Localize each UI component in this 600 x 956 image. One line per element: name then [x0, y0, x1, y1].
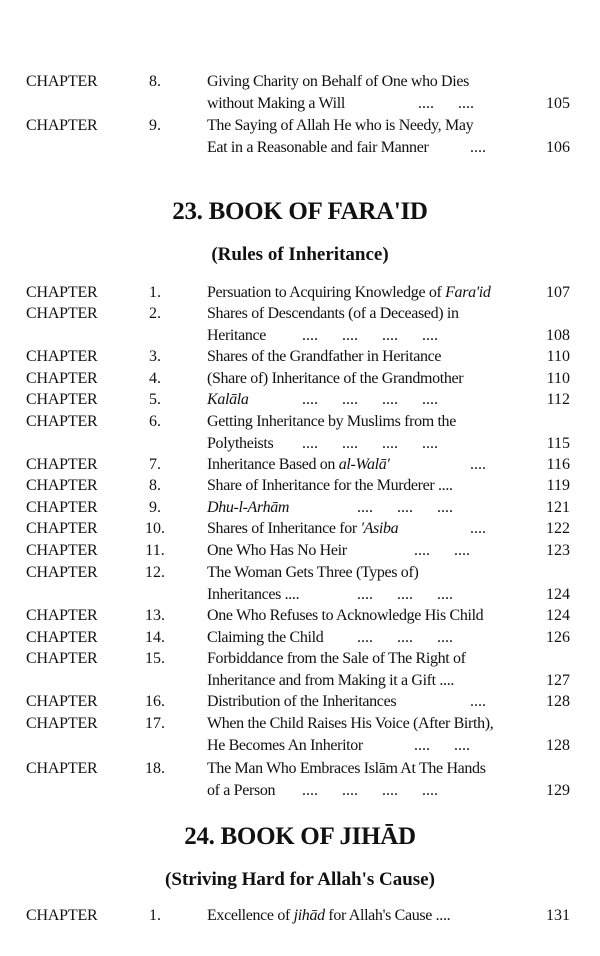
page-number: 121 — [546, 499, 570, 516]
chapter-number: 8. — [149, 477, 161, 494]
chapter-label: CHAPTER — [26, 607, 98, 624]
chapter-title: Distribution of the Inheritances — [207, 693, 397, 710]
chapter-title-italic: jihād — [293, 907, 325, 924]
chapter-title-continued: without Making a Will — [207, 95, 345, 112]
chapter-entry — [0, 905, 600, 927]
chapter-label: CHAPTER — [26, 73, 98, 90]
chapter-number: 10. — [145, 520, 165, 537]
chapter-number: 13. — [145, 607, 165, 624]
chapter-entry — [0, 411, 600, 452]
chapter-title-continued: Inheritance and from Making it a Gift .... — [207, 672, 454, 689]
chapter-label: CHAPTER — [26, 499, 98, 516]
page-number: 112 — [546, 391, 570, 408]
chapter-title: Claiming the Child — [207, 629, 324, 646]
chapter-title-continued: Eat in a Reasonable and fair Manner — [207, 139, 429, 156]
chapter-title-italic: 'Asiba — [360, 520, 399, 537]
leader-dots: .... .... — [414, 542, 470, 559]
chapter-number: 15. — [145, 650, 165, 667]
chapter-title-continued: He Becomes An Inheritor — [207, 737, 363, 754]
chapter-title: Kalāla — [207, 391, 249, 408]
page-number: 105 — [546, 95, 570, 112]
chapter-title: The Woman Gets Three (Types of) — [207, 564, 419, 581]
chapter-number: 7. — [149, 456, 161, 473]
chapter-title-continued: of a Person — [207, 782, 276, 799]
chapter-number: 3. — [149, 348, 161, 365]
chapter-label: CHAPTER — [26, 305, 98, 322]
chapter-label: CHAPTER — [26, 370, 98, 387]
chapter-title — [207, 905, 450, 927]
page-number: 110 — [546, 370, 570, 387]
page-number: 107 — [546, 284, 570, 301]
page-number: 124 — [546, 607, 570, 624]
page-number: 123 — [546, 542, 570, 559]
chapter-number: 1. — [149, 907, 161, 924]
leader-dots: .... .... .... .... — [302, 391, 438, 408]
page-number: 116 — [546, 456, 570, 473]
chapter-title: Dhu-l-Arhām — [207, 499, 290, 516]
chapter-title: Shares of the Grandfather in Heritance — [207, 348, 442, 365]
page-number: 128 — [546, 693, 570, 710]
chapter-title-text: Persuation to Acquiring Knowledge of — [207, 284, 446, 301]
chapter-title-text-end: for Allah's Cause .... — [324, 907, 451, 924]
page-number: 127 — [546, 672, 570, 689]
chapter-title: Getting Inheritance by Muslims from the — [207, 413, 456, 430]
leader-dots: .... .... — [414, 737, 470, 754]
page-number: 108 — [546, 327, 570, 344]
leader-dots: .... .... .... — [357, 499, 453, 516]
chapter-title: The Saying of Allah He who is Needy, May — [207, 117, 474, 134]
chapter-label: CHAPTER — [26, 564, 98, 581]
chapter-title: One Who Refuses to Acknowledge His Child — [207, 607, 484, 624]
chapter-number: 16. — [145, 693, 165, 710]
chapter-entry — [0, 346, 600, 368]
chapter-title — [207, 454, 389, 476]
chapter-title-text: Shares of Inheritance for — [207, 520, 361, 537]
chapter-number: 8. — [149, 73, 161, 90]
chapter-entry — [0, 475, 600, 497]
leader-dots: .... .... — [418, 95, 474, 112]
chapter-entry — [0, 303, 600, 344]
chapter-entry — [0, 368, 600, 390]
chapter-title-continued: Polytheists — [207, 435, 274, 452]
leader-dots: .... .... .... .... — [302, 435, 438, 452]
chapter-title-italic: Fara'id — [445, 284, 491, 301]
chapter-entry — [0, 605, 600, 627]
leader-dots: .... .... .... — [357, 586, 453, 603]
chapter-label: CHAPTER — [26, 760, 98, 777]
page-number: 129 — [546, 782, 570, 799]
book-heading: 23. BOOK OF FARA'ID — [172, 198, 428, 225]
chapter-label: CHAPTER — [26, 715, 98, 732]
chapter-title-continued: Heritance — [207, 327, 267, 344]
chapter-number: 17. — [145, 715, 165, 732]
page-number: 110 — [546, 348, 570, 365]
chapter-label: CHAPTER — [26, 284, 98, 301]
chapter-label: CHAPTER — [26, 413, 98, 430]
chapter-number: 2. — [149, 305, 161, 322]
chapter-title: (Share of) Inheritance of the Grandmother — [207, 370, 464, 387]
chapter-title — [207, 518, 398, 540]
chapter-title-text: Excellence of — [207, 907, 294, 924]
chapter-label: CHAPTER — [26, 629, 98, 646]
chapter-number: 14. — [145, 629, 165, 646]
chapter-number: 18. — [145, 760, 165, 777]
chapter-label: CHAPTER — [26, 650, 98, 667]
chapter-number: 4. — [149, 370, 161, 387]
chapter-entry — [0, 713, 600, 754]
chapter-entry — [0, 758, 600, 799]
chapter-title-text: Inheritance Based on — [207, 456, 339, 473]
chapter-title: The Man Who Embraces Islām At The Hands — [207, 760, 486, 777]
chapter-entry — [0, 518, 600, 540]
page-number: 106 — [546, 139, 570, 156]
chapter-entry — [0, 71, 600, 112]
chapter-title — [207, 282, 491, 304]
chapter-label: CHAPTER — [26, 391, 98, 408]
leader-dots: .... .... .... — [357, 629, 453, 646]
chapter-entry — [0, 562, 600, 603]
chapter-title: Giving Charity on Behalf of One who Dies — [207, 73, 469, 90]
leader-dots: .... — [470, 520, 486, 537]
chapter-entry — [0, 115, 600, 156]
chapter-number: 12. — [145, 564, 165, 581]
chapter-entry — [0, 389, 600, 411]
chapter-label: CHAPTER — [26, 117, 98, 134]
chapter-entry — [0, 627, 600, 649]
chapter-number: 9. — [149, 117, 161, 134]
chapter-number: 5. — [149, 391, 161, 408]
page-number: 131 — [546, 907, 570, 924]
chapter-title: Share of Inheritance for the Murderer .... — [207, 477, 453, 494]
chapter-entry — [0, 691, 600, 713]
chapter-label: CHAPTER — [26, 693, 98, 710]
page-number: 119 — [546, 477, 570, 494]
chapter-label: CHAPTER — [26, 477, 98, 494]
page-number: 122 — [546, 520, 570, 537]
book-heading: 24. BOOK OF JIHĀD — [184, 823, 416, 850]
chapter-title-continued: Inheritances .... — [207, 586, 300, 603]
chapter-label: CHAPTER — [26, 542, 98, 559]
chapter-title: Forbiddance from the Sale of The Right of — [207, 650, 466, 667]
leader-dots: .... — [470, 139, 486, 156]
chapter-entry — [0, 454, 600, 476]
chapter-number: 9. — [149, 499, 161, 516]
chapter-entry — [0, 282, 600, 304]
chapter-number: 11. — [145, 542, 165, 559]
leader-dots: .... — [470, 693, 486, 710]
page-number: 124 — [546, 586, 570, 603]
chapter-title: Shares of Descendants (of a Deceased) in — [207, 305, 459, 322]
book-subheading: (Rules of Inheritance) — [211, 244, 389, 265]
chapter-entry — [0, 540, 600, 562]
chapter-number: 6. — [149, 413, 161, 430]
leader-dots: .... .... .... .... — [302, 782, 438, 799]
chapter-label: CHAPTER — [26, 456, 98, 473]
page-number: 126 — [546, 629, 570, 646]
chapter-label: CHAPTER — [26, 348, 98, 365]
chapter-title: One Who Has No Heir — [207, 542, 347, 559]
leader-dots: .... — [470, 456, 486, 473]
chapter-number: 1. — [149, 284, 161, 301]
book-subheading: (Striving Hard for Allah's Cause) — [165, 869, 435, 890]
chapter-entry — [0, 497, 600, 519]
chapter-title-italic: al-Walā' — [338, 456, 390, 473]
page-number: 128 — [546, 737, 570, 754]
chapter-title: When the Child Raises His Voice (After Birth), — [207, 715, 494, 732]
page-number: 115 — [546, 435, 570, 452]
leader-dots: .... .... .... .... — [302, 327, 438, 344]
chapter-label: CHAPTER — [26, 907, 98, 924]
chapter-label: CHAPTER — [26, 520, 98, 537]
chapter-entry — [0, 648, 600, 689]
